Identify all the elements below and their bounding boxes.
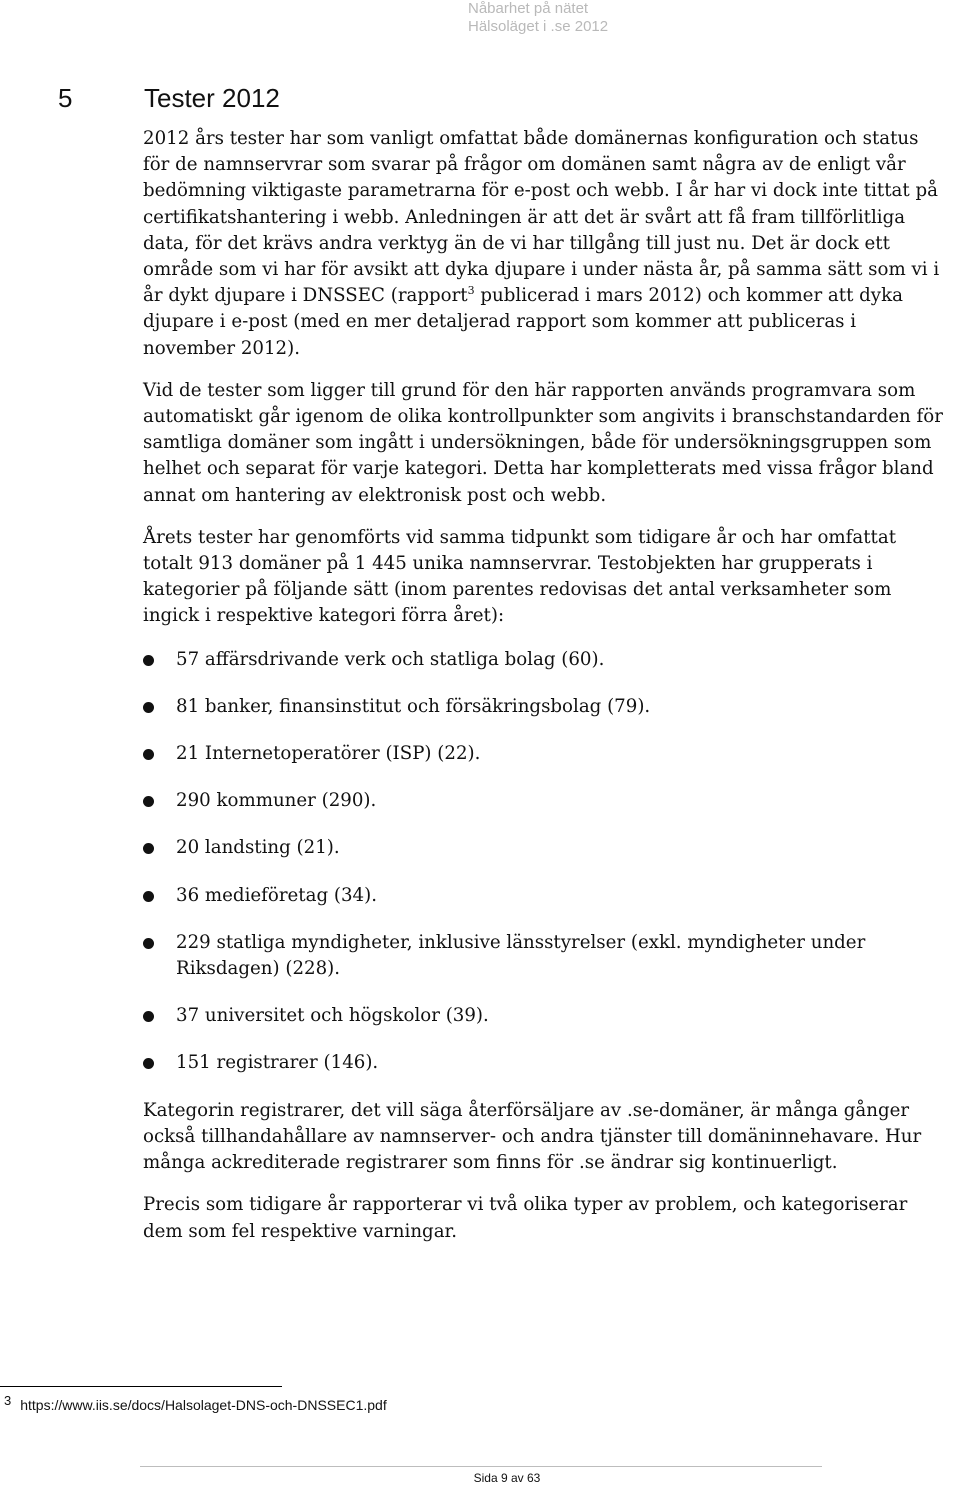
footnote xyxy=(4,1393,387,1415)
paragraph-registrars: Kategorin registrarer, det vill säga återförsäljare av .se-domäner, är många gånger också tillhandahållare av namnserver- och andra tjänster till domäninnehavare. Hur många ackrediterade registrarer som finns för .se ändrar sig kontinuerligt. xyxy=(143,1099,922,1174)
list-item: 290 kommuner (290). xyxy=(143,788,943,814)
paragraph-scope: Årets tester har genomförts vid samma tidpunkt som tidigare år och har omfattat totalt 913 domäner på 1 445 unika namnservrar. Testobjekten har grupperats i kategorier på följande sätt (inom parentes redovisas det antal verksamheter som ingick i respektive kategori förra året): xyxy=(143,526,897,627)
list-item: 21 Internetoperatörer (ISP) (22). xyxy=(143,741,943,767)
section-heading xyxy=(58,83,280,113)
running-header xyxy=(468,0,648,36)
footnote-divider xyxy=(0,1386,282,1387)
paragraph-intro xyxy=(143,126,943,362)
list-item: 37 universitet och högskolor (39). xyxy=(143,1003,943,1029)
footnote-number: 3 xyxy=(4,1393,12,1408)
paragraph-intro-text: 2012 års tester har som vanligt omfattat både domänernas konfiguration och status för de namnservrar som svarar på frågor om domänen samt några av de enligt vår bedömning viktigaste parametrarna för e-post och webb. I år har vi dock inte tittat på certifikatshantering i webb. Anledningen är att det är svårt att få fram tillförlitliga data, för det krävs andra verktyg än de vi har tillgång till just nu. Det är dock ett område som vi har för avsikt att dyka djupare i under nästa år, på samma sätt som vi i år dykt djupare i DNSSEC (rapport xyxy=(143,128,940,307)
category-list xyxy=(143,647,943,1077)
footnote-link[interactable]: https://www.iis.se/docs/Halsolaget-DNS-och-DNSSEC1.pdf xyxy=(20,1397,387,1413)
list-item: 57 affärsdrivande verk och statliga bolag (60). xyxy=(143,647,943,673)
list-item: 20 landsting (21). xyxy=(143,835,943,861)
footnote-reference: 3 xyxy=(467,284,475,298)
footer-divider xyxy=(140,1466,822,1467)
header-report-title: Nåbarhet på nätet xyxy=(468,0,589,17)
paragraph-method: Vid de tester som ligger till grund för den här rapporten används programvara som automatiskt går igenom de olika kontrollpunkter som angivits i branschstandarden för samtliga domäner som ingått i undersökningen, både för undersökningsgruppen som helhet och separat för varje kategori. Detta har kompletterats med vissa frågor bland annat om hantering av elektronisk post och webb. xyxy=(143,379,943,506)
section-number: 5 xyxy=(58,83,73,113)
list-item: 36 medieföretag (34). xyxy=(143,883,943,909)
list-item: 151 registrarer (146). xyxy=(143,1050,943,1076)
paragraph-intro-text-cont: publicerad i mars 2012) och kommer att dyka djupare i e-post (med en mer detaljerad rapport som kommer att publiceras i november 2012). xyxy=(143,285,903,359)
section-title: Tester 2012 xyxy=(144,83,280,113)
list-item: 81 banker, finansinstitut och försäkringsbolag (79). xyxy=(143,694,943,720)
page-number: Sida 9 av 63 xyxy=(473,1471,541,1485)
body-text xyxy=(143,126,943,1261)
list-item: 229 statliga myndigheter, inklusive länsstyrelser (exkl. myndigheter under Riksdagen) (228). xyxy=(143,930,943,982)
paragraph-problems: Precis som tidigare år rapporterar vi två olika typer av problem, och kategoriserar dem som fel respektive varningar. xyxy=(143,1194,908,1242)
header-report-subtitle: Hälsoläget i .se 2012 xyxy=(468,18,609,35)
